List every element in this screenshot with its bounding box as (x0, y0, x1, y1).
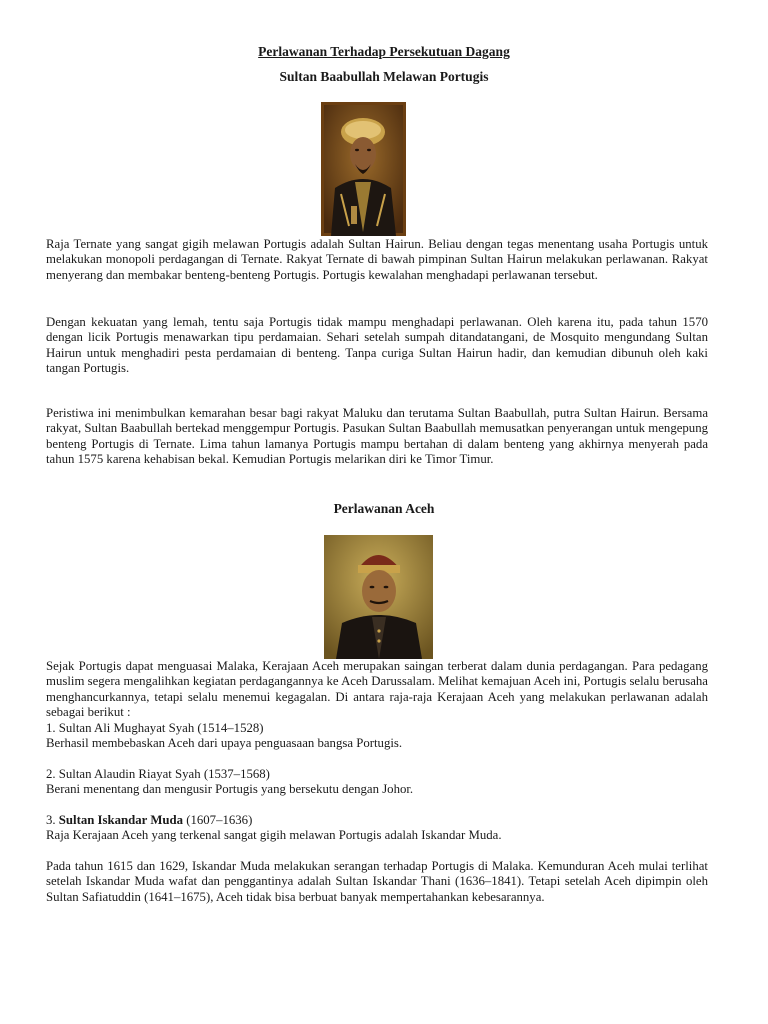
list-item-3-number: 3. (46, 813, 59, 827)
list-item-2-title: 2. Sultan Alaudin Riayat Syah (1537–1568) (46, 767, 270, 781)
list-item-3-desc: Raja Kerajaan Aceh yang terkenal sangat gigih melawan Portugis adalah Iskandar Muda. (46, 828, 502, 843)
page-title: Perlawanan Terhadap Persekutuan Dagang (258, 44, 510, 59)
section-title-aceh: Perlawanan Aceh (333, 501, 435, 516)
list-item-3-name: Sultan Iskandar Muda (58, 813, 184, 827)
portrait-sultan-iskandar-muda (324, 535, 433, 659)
list-item-1-title: 1. Sultan Ali Mughayat Syah (1514–1528) (46, 721, 264, 735)
paragraph-2: Dengan kekuatan yang lemah, tentu saja Portugis tidak mampu menghadapi perlawanan. Oleh karena itu, pada tahun 1570 dengan licik Portugis menawarkan tipu perdamaian. Sehari setelah sumpah ditandatangani, de Mosquito mengundang Sultan Hairun untuk menghadiri pesta perdamaian di benteng. Tanpa curiga Sultan Hairun hadir, dan kemudian dibunuh oleh kaki tangan Portugis. (46, 315, 708, 376)
closing-paragraph: Pada tahun 1615 dan 1629, Iskandar Muda melakukan serangan terhadap Portugis di Malaka. Kemunduran Aceh mulai terlihat setelah Iskandar Muda wafat dan penggantinya adalah Sultan Iskandar Thani (1636–1841). Tetapi setelah Aceh dipimpin oleh Sultan Safiatuddin (1641–1675), Aceh tidak bisa berbuat banyak mempertahankan kebesarannya. (46, 859, 708, 904)
list-item-1 (46, 721, 708, 752)
list-item-3 (46, 813, 708, 844)
portrait-sultan-baabullah (321, 102, 406, 236)
list-item-2 (46, 767, 708, 798)
list-item-3-years: (1607–1636) (183, 813, 253, 827)
list-item-3-title (46, 813, 708, 828)
paragraph-1: Raja Ternate yang sangat gigih melawan Portugis adalah Sultan Hairun. Beliau dengan tegas menentang usaha Portugis untuk melakukan monopoli perdagangan di Ternate. Rakyat Ternate di bawah pimpinan Sultan Hairun melakukan perlawanan. Rakyat menyerang dan membakar benteng-benteng Portugis. Portugis kewalahan menghadapi perlawanan tersebut. (46, 237, 708, 282)
paragraph-3: Peristiwa ini menimbulkan kemarahan besar bagi rakyat Maluku dan terutama Sultan Baabullah, putra Sultan Hairun. Bersama rakyat, Sultan Baabullah bertekad menggempur Portugis. Pasukan Sultan Baabullah memusatkan penyerangan untuk mengepung benteng Portugis di Ternate. Lima tahun lamanya Portugis mampu bertahan di dalam benteng yang akhirnya menyerah pada tahun 1575 karena kehabisan bekal. Kemudian Portugis melarikan diri ke Timor Timur. (46, 406, 708, 467)
list-item-1-desc: Berhasil membebaskan Aceh dari upaya penguasaan bangsa Portugis. (46, 736, 403, 751)
list-item-2-desc: Berani menentang dan mengusir Portugis yang bersekutu dengan Johor. (46, 782, 414, 797)
section-subtitle-baabullah: Sultan Baabullah Melawan Portugis (279, 69, 489, 84)
aceh-intro-paragraph: Sejak Portugis dapat menguasai Malaka, Kerajaan Aceh merupakan saingan terberat dalam dunia perdagangan. Para pedagang muslim segera mengalihkan kegiatan perdagangannya ke Aceh Darussalam. Melihat kemajuan Aceh ini, Portugis selalu berusaha menghancurkannya, tetapi selalu menemui kegagalan. Di antara raja-raja Kerajaan Aceh yang melakukan perlawanan adalah sebagai berikut : (46, 659, 708, 720)
